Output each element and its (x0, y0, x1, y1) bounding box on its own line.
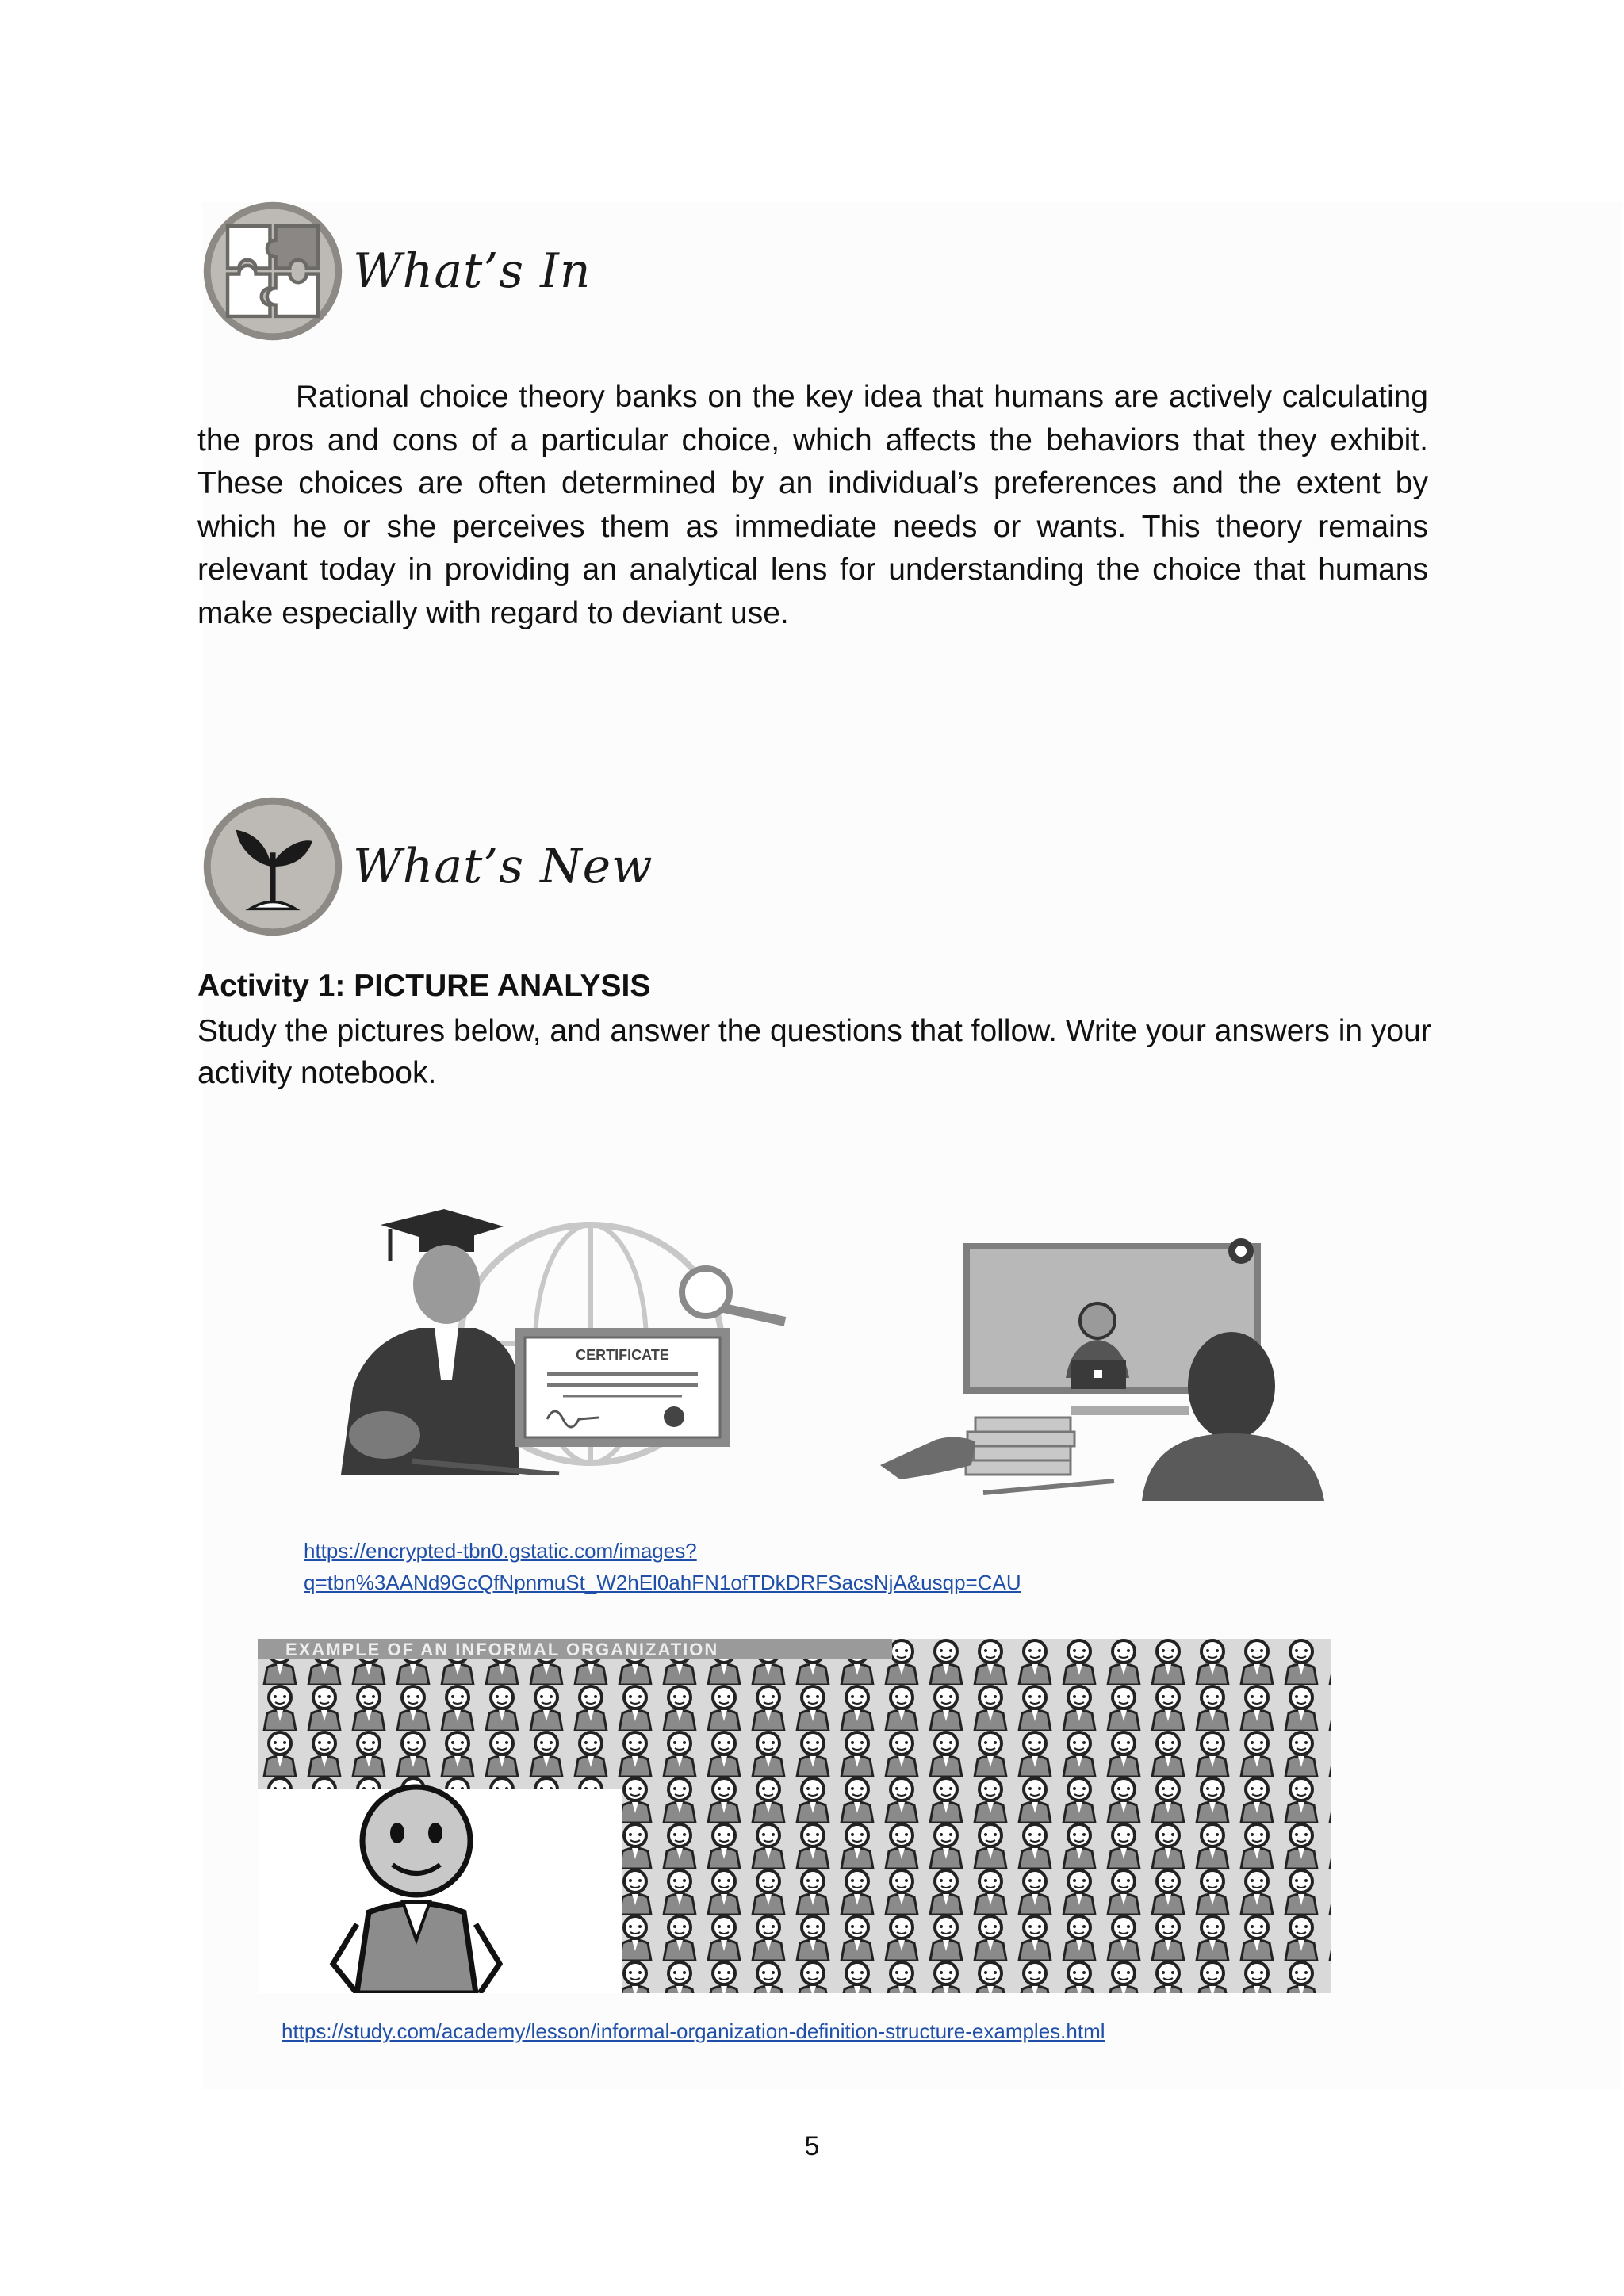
puzzle-icon (202, 201, 343, 342)
sprout-icon (202, 796, 343, 937)
activity-instructions: Study the pictures below, and answer the questions that follow. Write your answers in your activity notebook. (197, 1014, 1431, 1090)
online-learning-illustration (880, 1227, 1332, 1501)
graduate-certificate-illustration (325, 1209, 793, 1475)
informal-org-caption: EXAMPLE OF AN INFORMAL ORGANIZATION (285, 1640, 719, 1659)
image-source-link-1[interactable]: https://encrypted-tbn0.gstatic.com/images?q=tbn%3AANd9GcQfNpnmuSt_W2hEl0ahFN1ofTDkDRFSacsNjA&usqp=CAU (304, 1539, 1021, 1594)
image-source-link-2[interactable]: https://study.com/academy/lesson/informal-organization-definition-structure-examples.html (282, 2019, 1105, 2043)
whats-new-title: What’s New (353, 839, 653, 894)
informal-organization-illustration (258, 1639, 1331, 1993)
whats-in-title: What’s In (353, 243, 592, 299)
whats-new-header (202, 795, 653, 938)
page-number: 5 (804, 2131, 820, 2161)
whats-in-header (202, 200, 591, 342)
whats-in-paragraph: Rational choice theory banks on the key idea that humans are actively calculating the pros and cons of a particular choice, which affects the behaviors that they exhibit. These choices are often determined by an individual’s preferences and the extent by which he or she perceives them as immediate needs or wants. This theory remains relevant today in providing an analytical lens for understanding the choice that humans make especially with regard to deviant use. (197, 380, 1428, 630)
activity-title: Activity 1: PICTURE ANALYSIS (197, 969, 651, 1003)
certificate-label: CERTIFICATE (576, 1347, 669, 1363)
